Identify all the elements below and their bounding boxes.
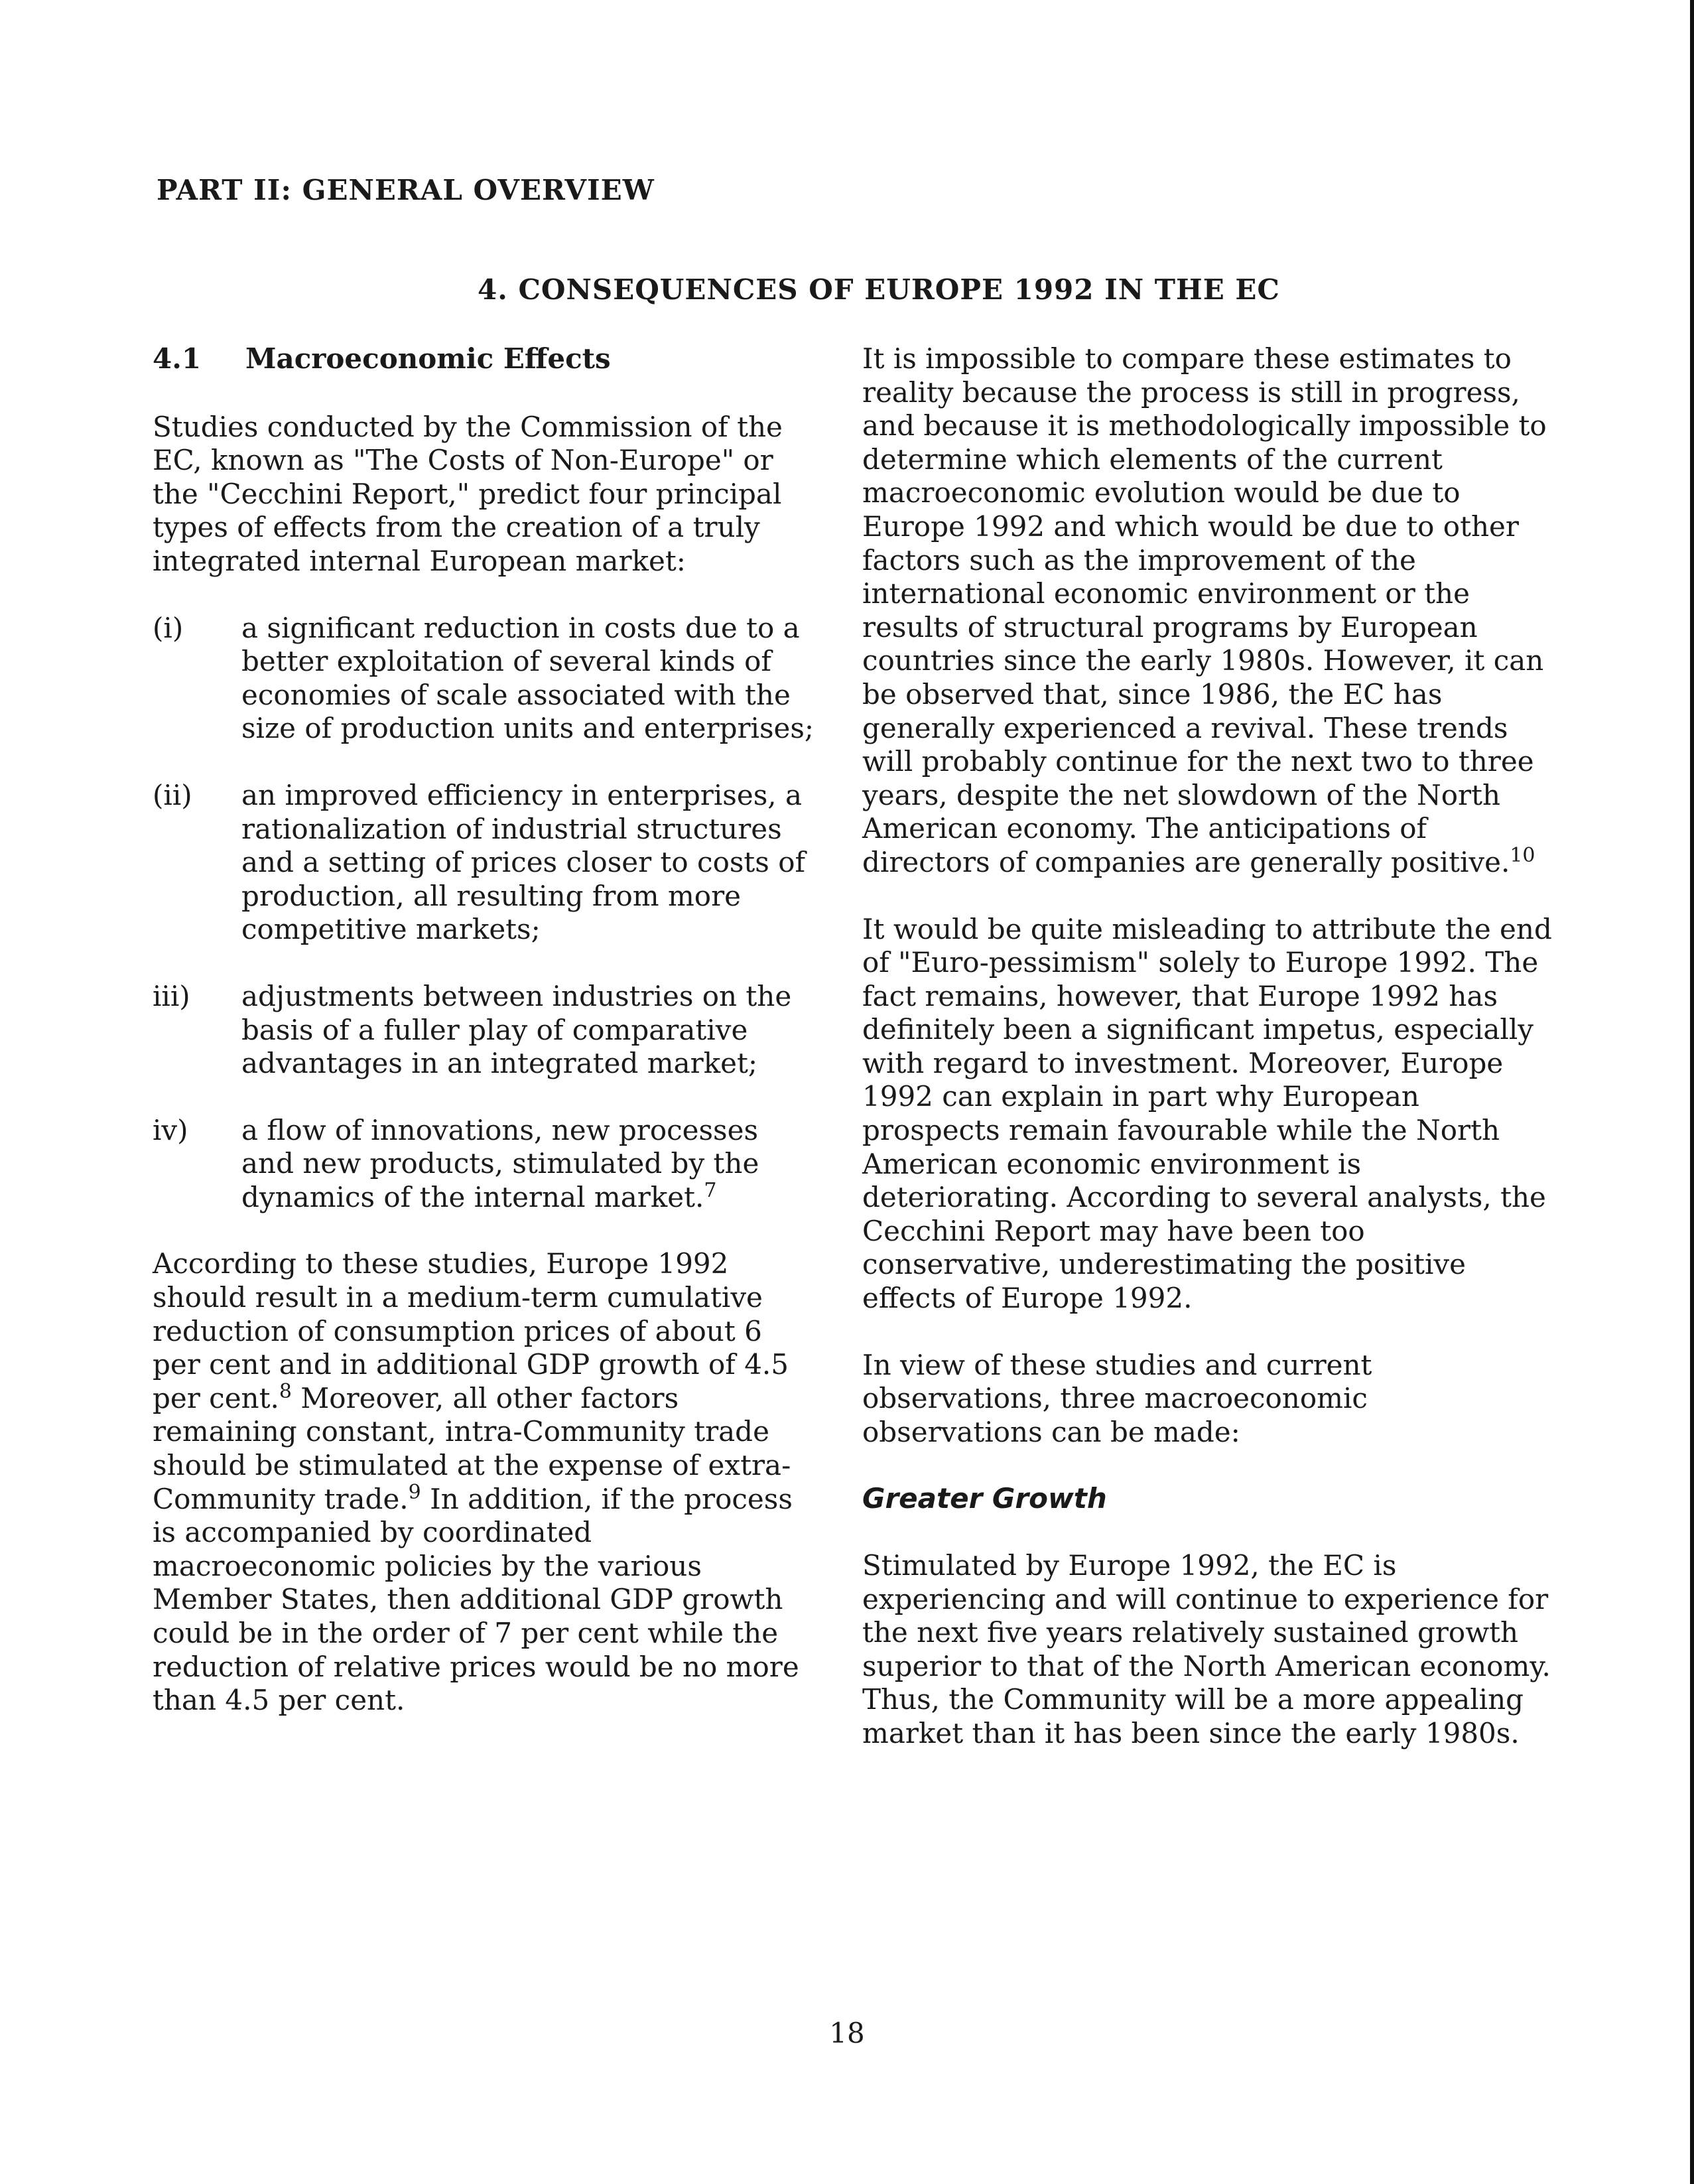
- list-text: a significant reduction in costs due to a better exploitation of several kinds of economies of scale associated with the size of production units and enterprises;: [241, 611, 814, 745]
- section-title: Macroeconomic Effects: [245, 342, 611, 375]
- list-label: (ii): [153, 778, 192, 811]
- list-text: adjustments between industries on the basis of a fuller play of comparative advantages in an integrated market;: [241, 979, 792, 1080]
- list-item: [153, 612, 816, 746]
- paragraph-text: Moreover, all other factors remaining constant, intra-Community trade should be stimulated at the expense of extra-Community trade.: [153, 1381, 791, 1515]
- list-item: [153, 980, 816, 1081]
- list-label: iv): [153, 1113, 188, 1146]
- subheading: Greater Growth: [862, 1482, 1107, 1515]
- footnote-ref: 8: [279, 1379, 292, 1403]
- intro-paragraph: Studies conducted by the Commission of the EC, known as "The Costs of Non-Europe" or the "Cecchini Report," predict four principal types of effects from the creation of a truly integrated internal European market:: [153, 410, 783, 577]
- body-paragraph: Stimulated by Europe 1992, the EC is experiencing and will continue to experience for the next five years relatively sustained growth superior to that of the North American economy. Thus, the Community will be a more appealing market than it has been since the early 1980s.: [862, 1549, 1551, 1749]
- left-column: [153, 342, 816, 1751]
- paragraph-text: In addition, if the process is accompanied by coordinated macroeconomic policies by the various Member States, then additional GDP growth could be in the order of 7 per cent while the reduction of relative prices would be no more than 4.5 per cent.: [153, 1482, 799, 1717]
- list-text: a flow of innovations, new processes and new products, stimulated by the dynamics of the internal market.: [241, 1113, 759, 1213]
- list-label: iii): [153, 979, 190, 1012]
- section-heading: [153, 342, 816, 376]
- list-item: [153, 779, 816, 947]
- page-edge-line: [1690, 0, 1694, 2184]
- list-text-wrap: [241, 1114, 816, 1215]
- footnote-ref: 7: [704, 1178, 717, 1202]
- body-paragraph: In view of these studies and current observations, three macroeconomic observations can be made:: [862, 1348, 1372, 1448]
- paragraph-text: According to these studies, Europe 1992 should result in a medium-term cumulative reduction of consumption prices of about 6 per cent and in additional GDP growth of 4.5 per cent.: [153, 1247, 789, 1414]
- body-paragraph: It would be quite misleading to attribute the end of "Euro-pessimism" solely to Europe 1992. The fact remains, however, that Europe 1992 has definitely been a significant impetus, especially with regard to investment. Moreover, Europe 1992 can explain in part why European prospects remain favourable while the North American economic environment is deteriorating. According to several analysts, the Cecchini Report may have been too conservative, underestimating the positive effects of Europe 1992.: [862, 912, 1552, 1315]
- list-text: an improved efficiency in enterprises, a rationalization of industrial structures and a setting of prices closer to costs of production, all resulting from more competitive markets;: [241, 778, 806, 946]
- footnote-ref: 9: [408, 1480, 421, 1504]
- list-label: (i): [153, 611, 184, 644]
- right-column: [862, 342, 1552, 1784]
- section-number: 4.1: [153, 342, 202, 375]
- body-paragraph: [862, 342, 1552, 880]
- list-item: [153, 1114, 816, 1215]
- footnote-ref: 10: [1510, 843, 1535, 867]
- paragraph-text: It is impossible to compare these estimates to reality because the process is still in progress, and because it is methodologically impossible to determine which elements of the current macroeconomic evolution would be due to Europe 1992 and which would be due to other factors such as the improvement of the international economic environment or the results of structural programs by European countries since the early 1980s. However, it can be observed that, since 1986, the EC has generally experienced a revival. These trends will probably continue for the next two to three years, despite the net slowdown of the North American economy. The anticipations of directors of companies are generally positive.: [862, 342, 1547, 878]
- part-title: PART II: GENERAL OVERVIEW: [157, 174, 655, 206]
- body-paragraph: [153, 1247, 816, 1717]
- page-number: 18: [829, 2017, 865, 2049]
- chapter-title: 4. CONSEQUENCES OF EUROPE 1992 IN THE EC: [478, 273, 1280, 306]
